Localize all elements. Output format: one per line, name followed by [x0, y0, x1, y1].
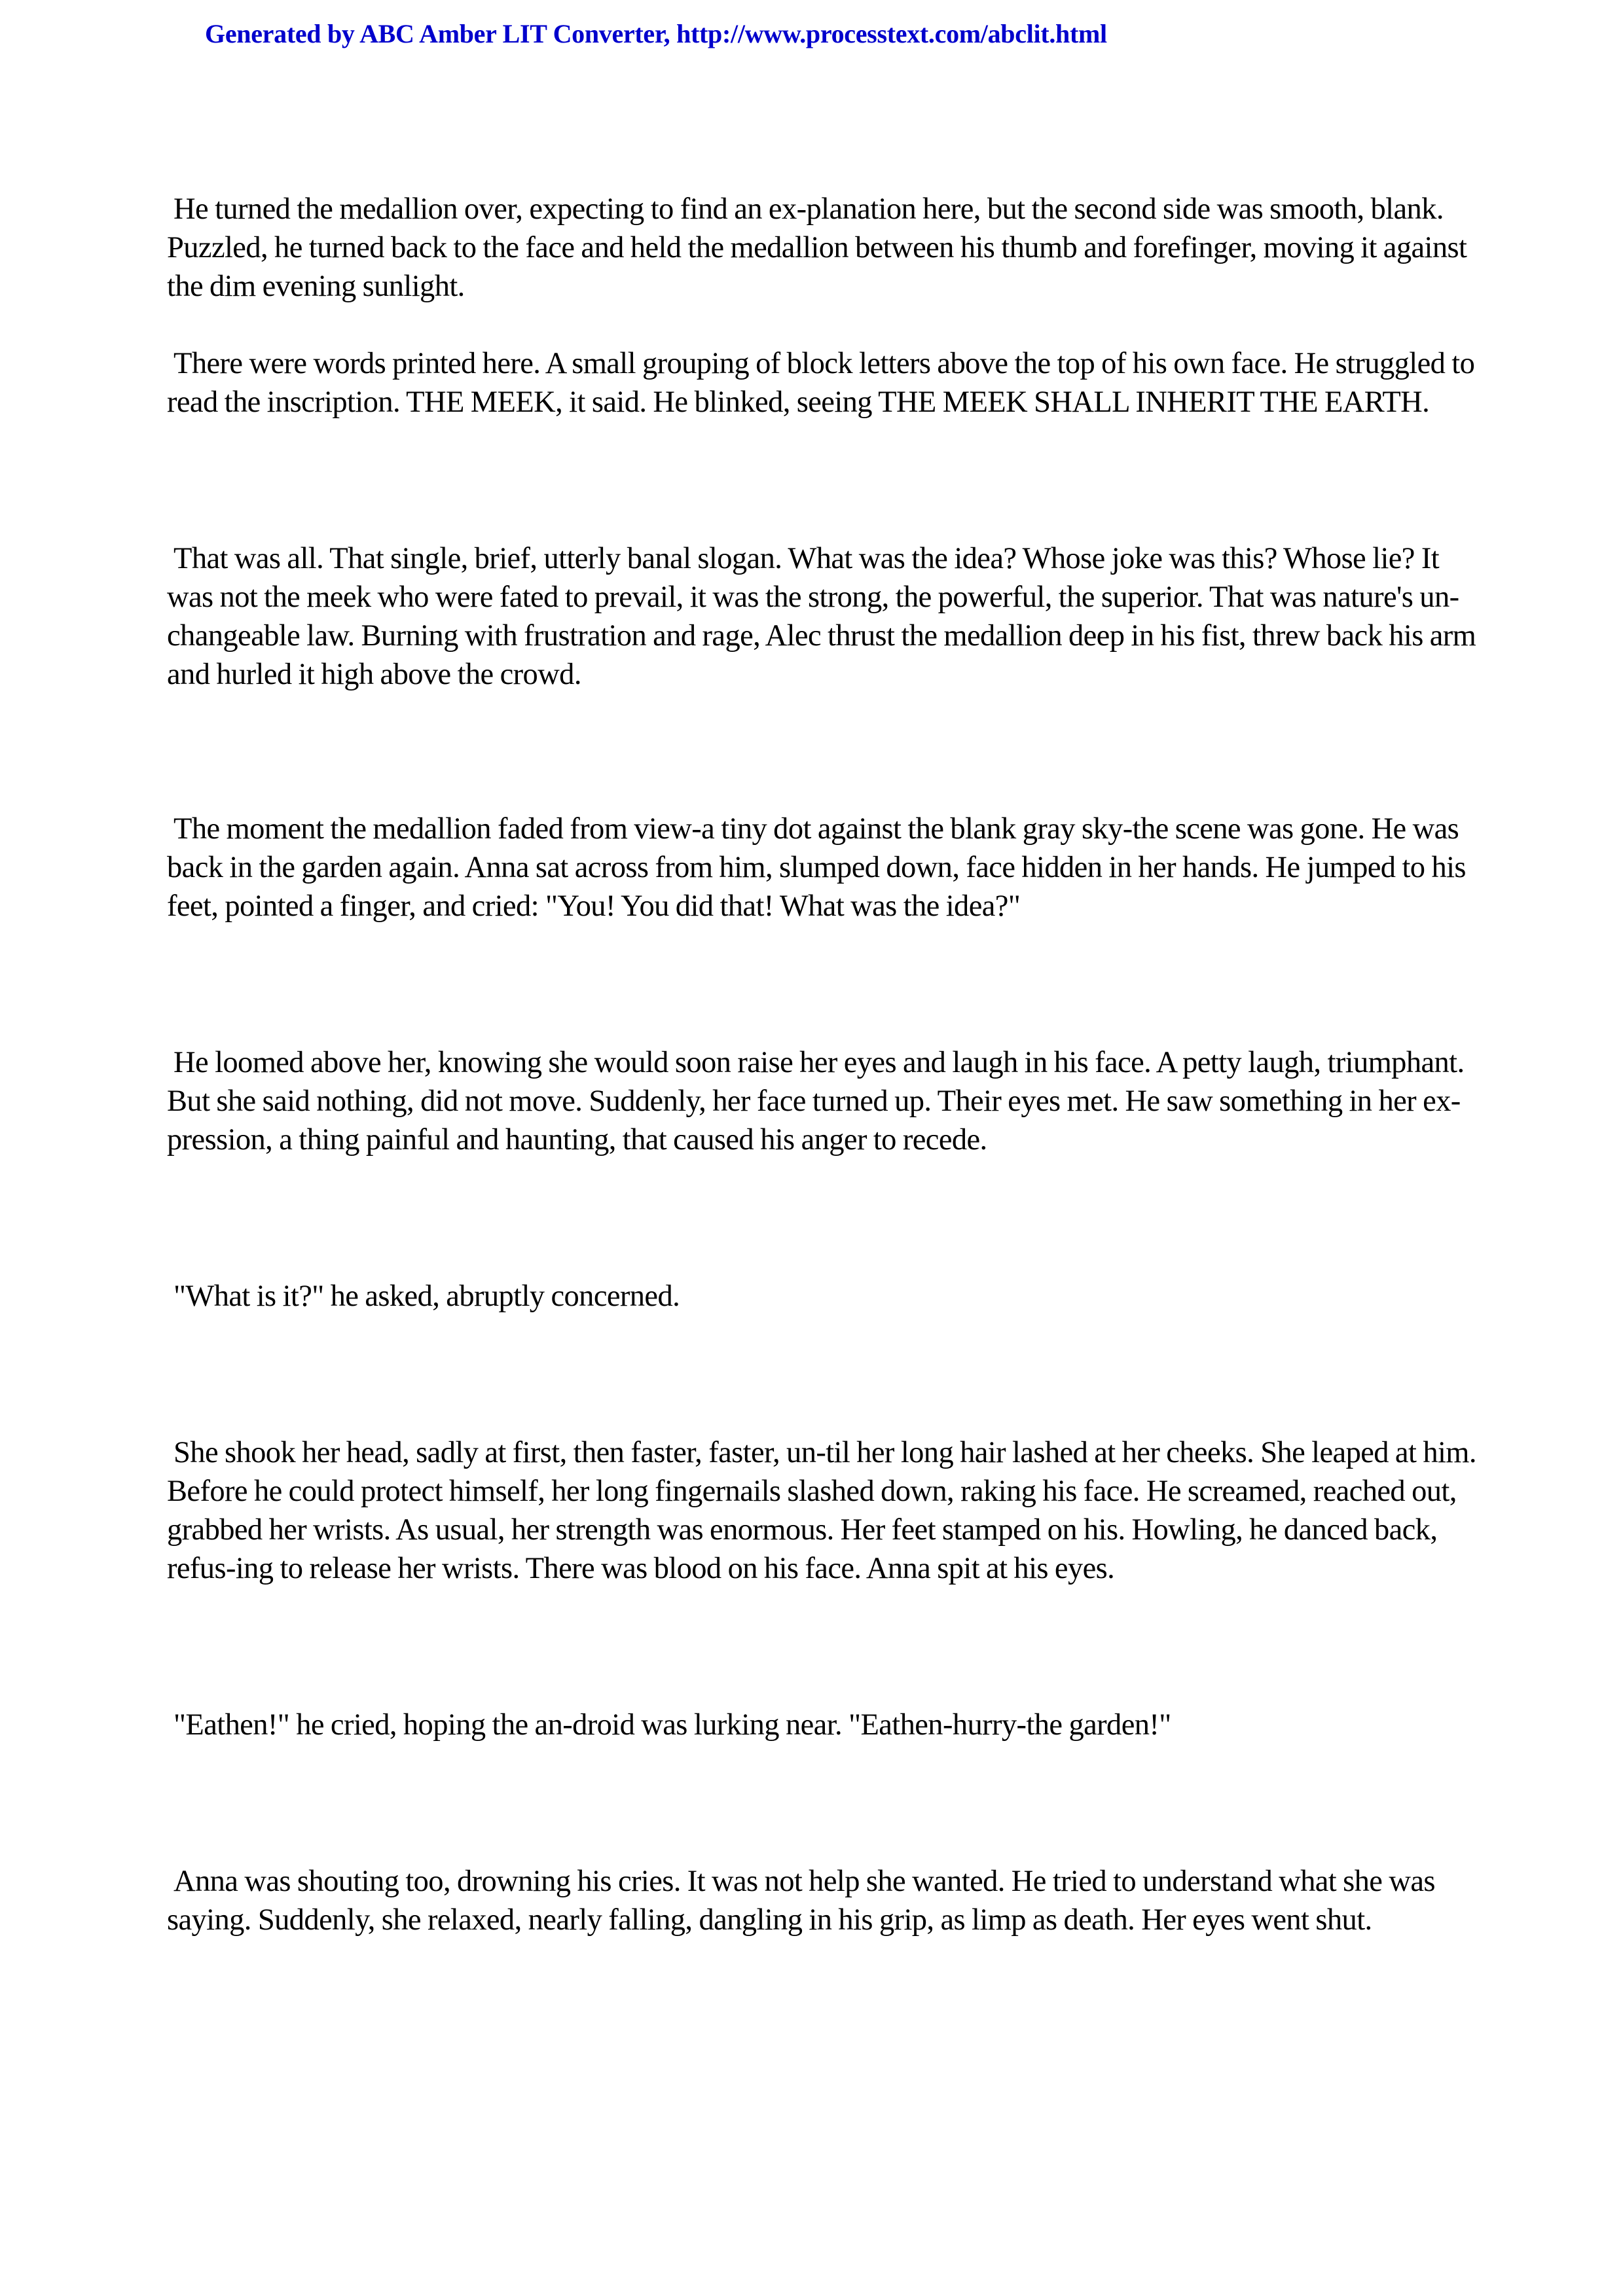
- converter-header: Generated by ABC Amber LIT Converter, http://www.processtext.com/abclit.html: [205, 19, 1107, 48]
- paragraph-7: She shook her head, sadly at first, then faster, faster, un-til her long hair lashed at her cheeks. She leaped at him. Before he could protect himself, her long fingernails slashed down, raking his face. He screamed, reached out, grabbed her wrists. As usual, her strength was enormous. Her feet stamped on his. Howling, he danced back, refus-ing to release her wrists. There was blood on his face. Anna spit at his eyes.: [167, 1436, 1483, 1585]
- paragraph-1: He turned the medallion over, expecting to find an ex-planation here, but the second side was smooth, blank. Puzzled, he turned back to the face and held the medallion between his thumb and forefinger, moving it against the dim evening sunlight.: [167, 192, 1474, 303]
- paragraph-8: "Eathen!" he cried, hoping the an-droid was lurking near. "Eathen-hurry-the garden!": [167, 1708, 1171, 1742]
- document-body: [167, 190, 1483, 1939]
- paragraph-4: The moment the medallion faded from view-a tiny dot against the blank gray sky-the scene was gone. He was back in the garden again. Anna sat across from him, slumped down, face hidden in her hands. He jumped to his feet, pointed a finger, and cried: "You! You did that! What was the idea?": [167, 812, 1472, 923]
- paragraph-2: There were words printed here. A small grouping of block letters above the top of his own face. He struggled to read the inscription. THE MEEK, it said. He blinked, seeing THE MEEK SHALL INHERIT THE EARTH.: [167, 347, 1482, 419]
- paragraph-9: Anna was shouting too, drowning his cries. It was not help she wanted. He tried to understand what she was saying. Suddenly, she relaxed, nearly falling, dangling in his grip, as limp as death. Her eyes went shut.: [167, 1865, 1442, 1937]
- paragraph-6: "What is it?" he asked, abruptly concerned.: [167, 1280, 680, 1313]
- paragraph-3: That was all. That single, brief, utterly banal slogan. What was the idea? Whose joke was this? Whose lie? It was not the meek who were fated to prevail, it was the strong, the powerful, the superior. That was nature's un-changeable law. Burning with frustration and rage, Alec thrust the medallion deep in his fist, threw back his arm and hurled it high above the crowd.: [167, 542, 1483, 691]
- paragraph-5: He loomed above her, knowing she would soon raise her eyes and laugh in his face. A petty laugh, triumphant. But she said nothing, did not move. Suddenly, her face turned up. Their eyes met. He saw something in her ex-pression, a thing painful and haunting, that caused his anger to recede.: [167, 1046, 1471, 1157]
